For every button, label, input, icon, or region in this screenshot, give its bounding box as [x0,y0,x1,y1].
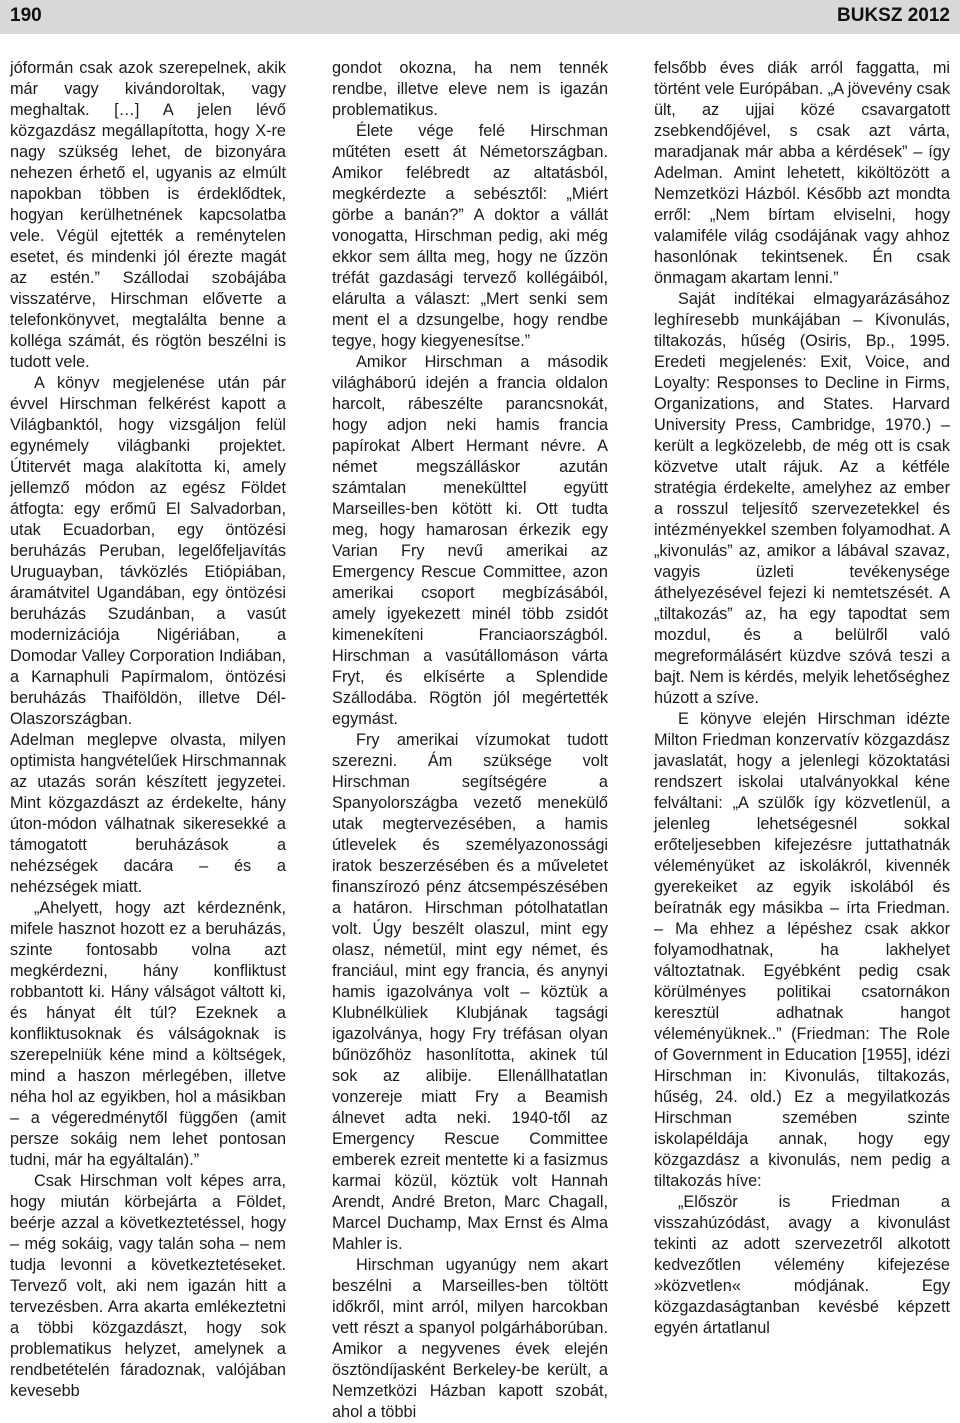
paragraph: A könyv megjelenése után pár évvel Hirschman felkérést kapott a Világbanktól, hogy vizsgáljon felül egynémely világbanki projektet. Útitervét maga alakította ki, amely jellemző módon az egész Földet átfogta: egy erőmű El Salvadorban, utak Ecuadorban, egy öntözési beruházás Peruban, legelőfeljavítás Uruguayban, távközlés Etiópiában, áramátvitel Ugandában, egy öntözési beruházás Szudánban, a vasút modernizációja Nigériában, a Domodar Valley Corporation Indiában, a Karnaphuli Papírmalom, öntözési beruházás Thaiföldön, illetve Dél-Olaszországban. [10,374,286,728]
paragraph: Amikor Hirschman a második világháború idején a francia oldalon harcolt, rábeszélte parancsnokát, hogy adjon neki hamis francia papírokat Albert Hermant névre. A német megszálláskor azután számtalan menekülttel együtt Marseilles-ben kötött ki. Ott tudta meg, hogy hamarosan érkezik egy Varian Fry nevű amerikai az Emergency Rescue Committee, azon amerikai csoport megbízásából, amely igyekezett minél több zsidót kimenekíteni Franciaországból. Hirschman a vasútállomáson várta Fryt, és elkísérte a Splendide Szállodába. Rögtön jól megértették egymást. [332,353,608,728]
page-number: 190 [10,5,42,26]
paragraph: felsőbb éves diák arról faggatta, mi történt vele Európában. „A jövevény csak ült, az ujjai közé csavargatott zsebkendőjével, s csak azt várta, maradjanak már abba a kérdések” – így Adelman. Amint lehetett, kiköltözött a Nemzetközi Házból. Később azt mondta erről: „Nem bírtam elviselni, hogy valamiféle világ csodájának vagy ahhoz hasonlónak tekintsenek. Én csak önmagam akartam lenni.” [654,59,950,287]
text-column-2 [332,58,608,1421]
paragraph: Adelman meglepve olvasta, milyen optimista hangvételűek Hirschmannak az utazás során készített jegyzetei. Mint közgazdászt az érdekelte, hány úton-módon válhatnak sikeresekké a támogatott beruházások a nehézségek dacára – és a nehézségek miatt. [10,731,286,896]
paragraph: Fry amerikai vízumokat tudott szerezni. Ám szüksége volt Hirschman segítségére a Spanyolországba vezető menekülő utak megtervezésében, a hamis útlevelek és személyazonossági iratok beszerzésében és a műveletet finanszírozó pénz átcsempészésében a határon. Hirschman pótolhatatlan volt. Úgy beszélt olaszul, mint egy olasz, németül, mint egy német, és franciául, mint egy francia, és anynyi hamis igazolványa volt – köztük a Klubnélküliek Klubjának tagsági igazolványa, hogy Fry tréfásan olyan bűnözőhöz hasonlította, akinek túl sok az alibije. Ellenállhatatlan vonzereje miatt Fry a Beamish álnevet adta neki. 1940-től az Emergency Rescue Committee emberek ezreit mentette ki a fasizmus karmai közül, köztük volt Hannah Arendt, André Breton, Marc Chagall, Marcel Duchamp, Max Ernst és Alma Mahler is. [332,731,608,1253]
journal-title: BUKSZ 2012 [837,5,950,26]
paragraph: „Ahelyett, hogy azt kérdeznénk, mifele hasznot hozott ez a beruházás, szinte fontosabb volna azt megkérdezni, hány konfliktust robbantott ki. Hány válságot váltott ki, és hányat élt túl? Ezeknek a konfliktusoknak és válságoknak is szerepelniük kéne mind a költségek, mind a haszon mérlegében, illetve néha hol az egyikben, hol a másikban – a végeredménytől függően (amit persze sokáig nem lehet pontosan tudni, már ha egyáltalán).” [10,899,286,1169]
paragraph: Csak Hirschman volt képes arra, hogy miután körbejárta a Földet, beérje azzal a következtetéssel, hogy – még sokáig, vagy talán soha – nem tudja levonni a következtetéseket. Tervező volt, aki nem igazán hitt a tervezésben. Arra akarta emlékeztetni a többi közgazdászt, hogy sok problematikus helyzet, amelynek a rendbetételén fáradoznak, valójában kevesebb [10,1172,286,1400]
paragraph: jóformán csak azok szerepelnek, akik már vagy kivándoroltak, vagy meghaltak. […] A jelen lévő közgazdász megállapította, hogy X-re nagy szükség lehet, de bizonyára nehezen érhető el, ugyanis az elmúlt napokban többen is érdeklődtek, hogyan kerülhetnének kapcsolatba vele. Végül ejtették a reménytelen esetet, és mindenki jól érezte magát az estén.” Szállodai szobájába visszatérve, Hirschman előveтte a telefonkönyvet, megtalálta benne a kolléga számát, és rögtön beszélni is tudott vele. [10,59,286,371]
paragraph: E könyve elején Hirschman idézte Milton Friedman konzervatív közgazdász javaslatát, hogy a jelenlegi közoktatási rendszert iskolai utalványokkal kéne felváltani: „A szülők így közvetlenül, a jelenleg lehetségesnél sokkal erőteljesebben kifejezésre juttathatnák véleményüket az iskolákról, kivennék gyerekeiket az egyik iskolából és beíratnák egy másikba – írta Friedman. – Ma ehhez a lépéshez csak akkor folyamodhatnak, ha lakhelyet változtatnak. Egyébként pedig csak körülményes politikai csatornákon keresztül adhatnak hangot véleményüknek..” (Friedman: The Role of Government in Education [1955], idézi Hirschman in: Kivonulás, tiltakozás, hűség, 24. old.) Ez a megyilatkozás Hirschman szemében szinte iskolapéldája annak, hogy egy közgazdász a kivonulás, nem pedig a tiltakozás híve: [654,710,950,1190]
text-column-3 [654,58,950,1337]
page-header [0,0,960,34]
paragraph: Hirschman ugyanúgy nem akart beszélni a Marseilles-ben töltött időkről, mint arról, milyen harcokban vett részt a spanyol polgárháborúban. Amikor a negyvenes évek elején ösztöndíjasként Berkeley-be került, a Nemzetközi Házban kapott szobát, ahol a többi [332,1256,608,1421]
text-column-1 [10,58,286,1400]
paragraph: „Először is Friedman a visszahúzódást, avagy a kivonulást tekinti az adott szervezetről alkotott kedvezőtlen vélemény kifejezése »közvetlen« módjának. Egy közgazdaságtanban kevésbé képzett egyén ártatlanul [654,1193,950,1337]
paragraph: Élete vége felé Hirschman műtéten esett át Németországban. Amikor felébredt az altatásból, megkérdezte a sebésztől: „Miért görbe a banán?” A doktor a vállát vonogatta, Hirschman pedig, aki még ekkor sem állta meg, hogy ne űzzön tréfát gazdasági tervező kollégáiból, elárulta a választ: „Mert senki sem ment el a dzsungelbe, hogy rendbe tegye, hogy kiegyenesítse.” [332,122,608,350]
paragraph: Saját indítékai elmagyarázásához leghíresebb munkájában – Kivonulás, tiltakozás, hűség (Osiris, Bp., 1995. Eredeti megjelenés: Exit, Voice, and Loyalty: Responses to Decline in Firms, Organizations, and States. Harvard University Press, Cambridge, 1970.) – került a legközelebb, de még ott is csak közvetve utalt rájuk. Az a kétféle stratégia érdekelte, amelyhez az ember a rosszul teljesítő szervezetekkel és intézményekkel szemben folyamodhat. A „kivonulás” az, amikor a lábával szavaz, vagyis üzleti tevékenysége áthelyezésével fejezi ki nemtetszését. A „tiltakozás” az, ha egy tapodtat sem mozdul, és a belülről való megreformálásért küzdve szóvá teszi a bajt. Nem is kérdés, melyik lehetőséghez húzott a szíve. [654,290,950,707]
paragraph: gondot okozna, ha nem tennék rendbe, illetve eleve nem is igazán problematikus. [332,59,608,119]
